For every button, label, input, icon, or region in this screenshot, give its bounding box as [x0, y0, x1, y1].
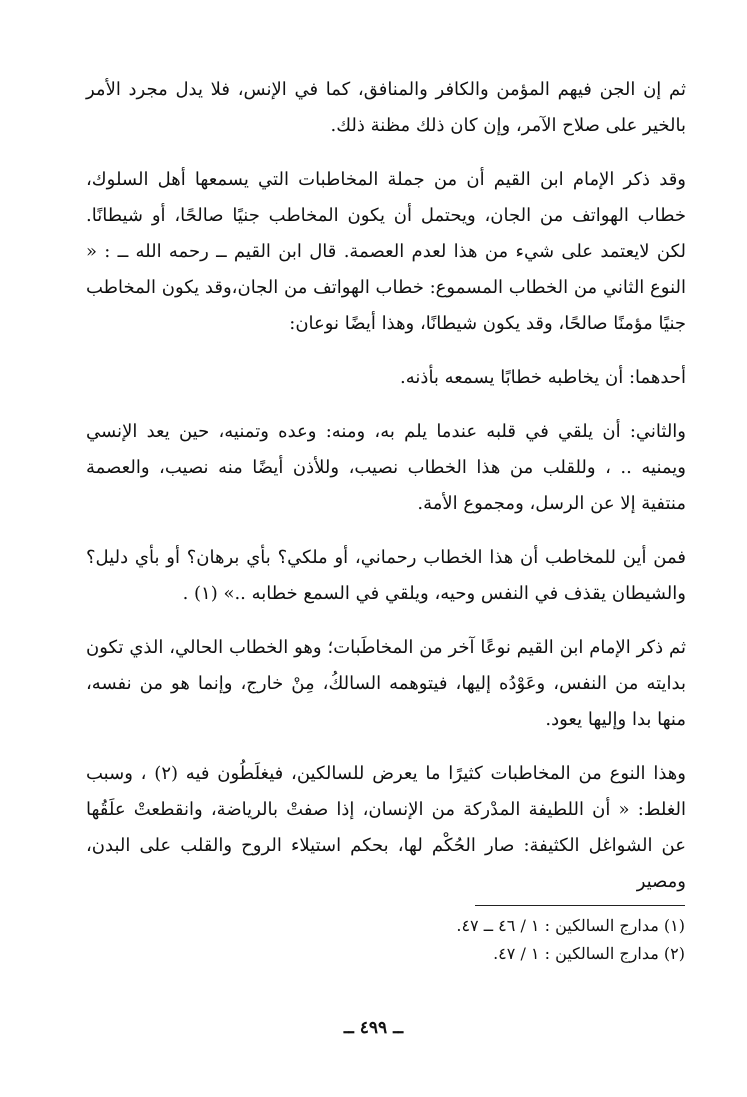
- page-body: [86, 72, 686, 918]
- footnote-2: (٢) مدارج السالكين : ١ / ٤٧.: [493, 944, 685, 963]
- paragraph-2: وقد ذكر الإمام ابن القيم أن من جملة المخاطبات التي يسمعها أهل السلوك، خطاب الهواتف من الجان، ويحتمل أن يكون المخاطب جنيًا صالحًا، أو شيطانًا. لكن لايعتمد على شيء من هذا لعدم العصمة. قال ابن القيم ــ رحمه الله ــ : « النوع الثاني من الخطاب المسموع: خطاب الهواتف من الجان،وقد يكون المخاطب جنيًا مؤمنًا صالحًا، وقد يكون شيطانًا، وهذا أيضًا نوعان:: [86, 169, 686, 334]
- page-number: ــ ٤٩٩ ــ: [343, 1018, 404, 1038]
- paragraph-4: والثاني: أن يلقي في قلبه عندما يلم به، ومنه: وعده وتمنيه، حين يعد الإنسي ويمنيه .. ، وللقلب من هذا الخطاب نصيب، وللأذن أيضًا منه نصيب، والعصمة منتفية إلا عن الرسل، ومجموع الأمة.: [86, 421, 686, 514]
- footnote-separator: [475, 905, 685, 906]
- paragraph-3: أحدهما: أن يخاطبه خطابًا يسمعه بأذنه.: [400, 367, 686, 388]
- footnotes: [85, 912, 685, 968]
- paragraph-1: ثم إن الجن فيهم المؤمن والكافر والمنافق، كما في الإنس، فلا يدل مجرد الأمر بالخير على صلاح الآمر، وإن كان ذلك مظنة ذلك.: [86, 79, 686, 136]
- paragraph-5: فمن أين للمخاطب أن هذا الخطاب رحماني، أو ملكي؟ بأي برهان؟ أو بأي دليل؟ والشيطان يقذف في النفس وحيه، ويلقي في السمع خطابه ..» (١) .: [86, 547, 686, 604]
- paragraph-6: ثم ذكر الإمام ابن القيم نوعًا آخر من المخاطَبات؛ وهو الخطاب الحالي، الذي تكون بدايته من النفس، وعَوْدُه إليها، فيتوهمه السالكُ، مِنْ خارج، وإنما هو من نفسه، منها بدا وإليها يعود.: [86, 637, 686, 730]
- footnote-1: (١) مدارج السالكين : ١ / ٤٦ ــ ٤٧.: [456, 916, 685, 935]
- paragraph-7: وهذا النوع من المخاطبات كثيرًا ما يعرض للسالكين، فيغلَطُون فيه (٢) ، وسبب الغلط: « أن اللطيفة المدْركة من الإنسان، إذا صفتْ بالرياضة، وانقطعتْ علَقُها عن الشواغل الكثيفة: صار الحُكْم لها، بحكم استيلاء الروح والقلب على البدن، ومصير: [86, 763, 686, 892]
